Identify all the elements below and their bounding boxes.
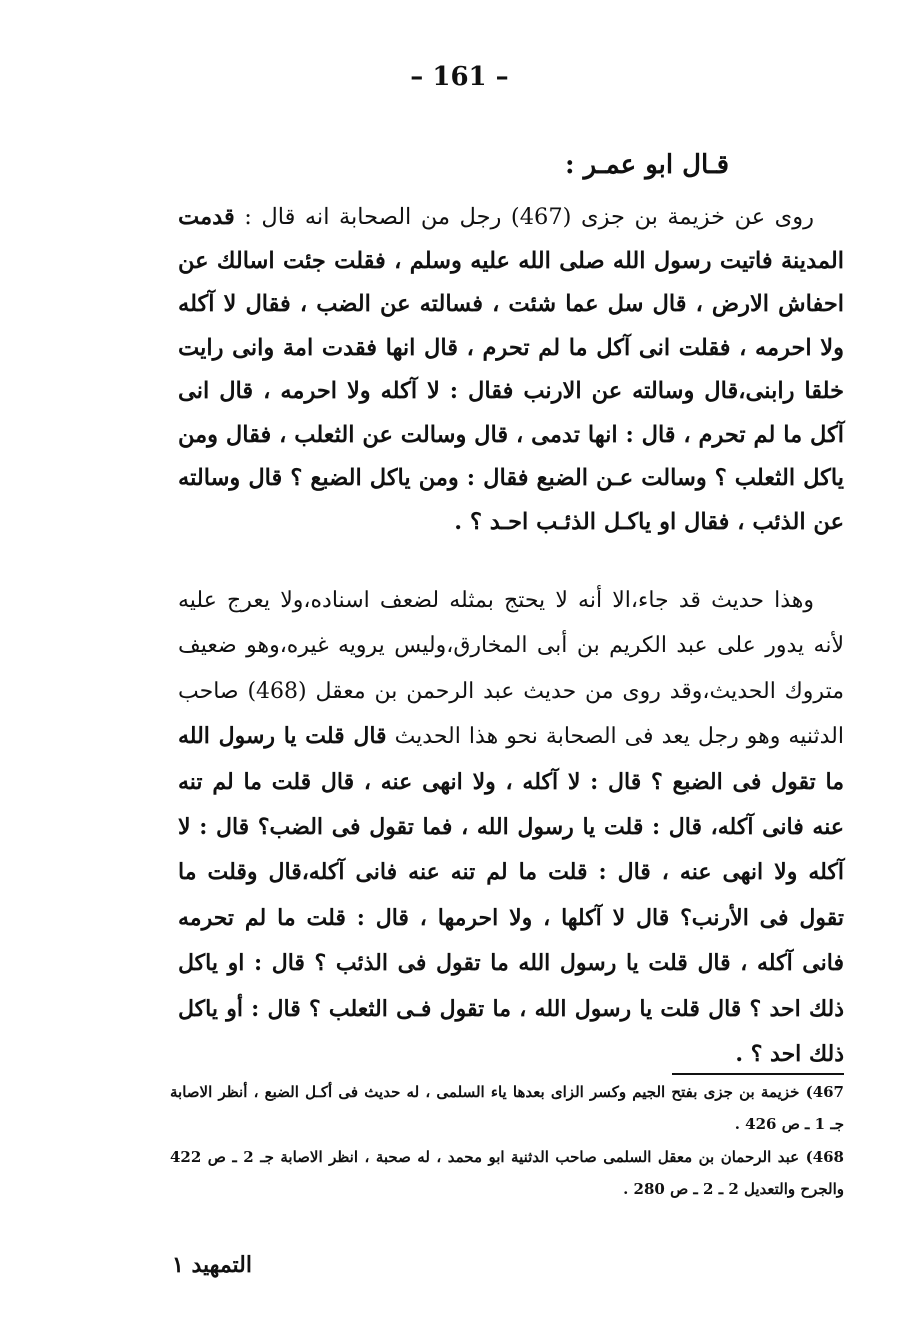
section-heading: قـال ابو عمـر :: [564, 150, 729, 180]
footer-book-label: التمهيد ١: [172, 1252, 252, 1278]
paragraph-2-body: قال قلت يا رسول الله ما تقول فى الضبع ؟ قال : لا آكله ، ولا انهى عنه ، قال قلت ما لم تنه عنه فانى آكله، قال : قلت يا رسول الله ، فما تقول فى الضب؟ قال : لا آكله ولا انهى عنه ، قال : قلت ما لم تنه عنه فانى آكله،قال وقلت ما تقول فى الأرنب؟ قال لا آكلها ، ولا احرمها ، قال : قلت ما لم تحرمه فانى آكله ، قال قلت يا رسول الله ما تقول فى الذئب ؟ قال : او ياكل ذلك احد ؟ قال قلت يا رسول الله ، ما تقول فـى الثعلب ؟ قال : أو ياكل ذلك احد ؟ .: [178, 723, 844, 1068]
paragraph-2: [178, 578, 844, 1077]
paragraph-1-body: قدمت المدينة فاتيت رسول الله صلى الله عليه وسلم ، فقلت جئت اسالك عن احفاش الارض ، قال سل عما شئت ، فسالته عن الضب ، فقال لا آكله ولا احرمه ، فقلت انى آكل ما لم تحرم ، قال انها فقدت امة وانى رايت خلقا رابنى،قال وسالته عن الارنب فقال : لا آكله ولا احرمه ، قال انى آكل ما لم تحرم ، قال : انها تدمى ، قال وسالت عن الثعلب ، فقال ومن ياكل الثعلب ؟ وسالت عـن الضبع فقال : ومن ياكل الضبع ؟ قال وسالته عن الذئب ، فقال او ياكـل الذئـب احـد ؟ .: [178, 204, 844, 535]
page-number: – 161 –: [410, 62, 509, 92]
footnote-divider: [672, 1073, 844, 1075]
paragraph-1: [178, 196, 844, 544]
paragraph-1-intro: روى عن خزيمة بن جزى (467) رجل من الصحابة انه قال :: [234, 204, 814, 230]
footnote-467: 467) خزيمة بن جزى بفتح الجيم وكسر الزاى بعدها ياء السلمى ، له حديث فى أكـل الضبع ، أنظر الاصابة جـ 1 ـ ص 426 .: [170, 1083, 844, 1133]
paragraph-2-intro: وهذا حديث قد جاء،الا أنه لا يحتج بمثله لضعف اسناده،ولا يعرج عليه لأنه يدور على عبد الكريم بن أبى المخارق،وليس يرويه غيره،وهو ضعيف متروك الحديث،وقد روى من حديث عبد الرحمن بن معقل (468) صاحب الدثنيه وهو رجل يعد فى الصحابة نحو هذا الحديث: [178, 588, 844, 750]
footnote-468: 468) عبد الرحمان بن معقل السلمى صاحب الدثنية ابو محمد ، له صحبة ، انظر الاصابة جـ 2 ـ ص 422 والجرح والتعديل 2 ـ 2 ـ ص 280 .: [170, 1148, 844, 1198]
